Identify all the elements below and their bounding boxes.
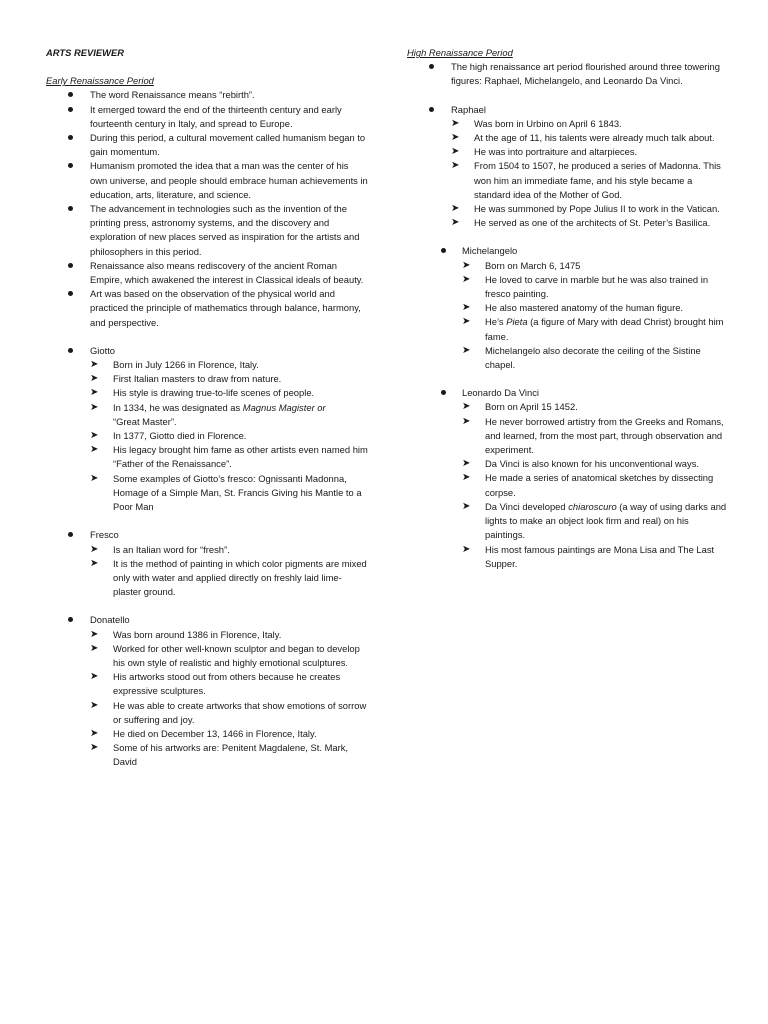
list-item: Art was based on the observation of the physical world and practiced the principle of mathematics through balance, harmony, and perspective. [46, 287, 368, 330]
list-item: ➤ From 1504 to 1507, he produced a series of Madonna. This won him an immediate fame, and his style became a standard idea of the Mother of God. [451, 160, 721, 200]
list-item: ➤ He was into portraiture and altarpieces. [407, 145, 729, 159]
list-item: ➤ He also mastered anatomy of the human figure. [407, 301, 729, 315]
list-item: ➤ Da Vinci developed chiaroscuro (a way of using darks and lights to make an object look firm and real) on his paintings. [462, 500, 727, 541]
giotto-section [46, 344, 368, 514]
arrowhead-icon: ➤ [462, 344, 471, 356]
arrowhead-icon: ➤ [462, 415, 471, 427]
list-item: ➤ First Italian masters to draw from nature. [46, 372, 368, 386]
arrowhead-icon: ➤ [90, 543, 99, 555]
arrowhead-icon: ➤ [90, 359, 99, 371]
giotto-heading: Giotto [46, 344, 368, 358]
arrowhead-icon: ➤ [462, 273, 471, 285]
list-item: During this period, a cultural movement called humanism began to gain momentum. [46, 131, 368, 159]
list-item: ➤ His most famous paintings are Mona Lisa and The Last Supper. [462, 543, 715, 569]
list-item: ➤ At the age of 11, his talents were already much talk about. [407, 131, 729, 145]
arrowhead-icon: ➤ [462, 543, 471, 555]
michelangelo-section [407, 244, 729, 372]
list-item: ➤ His legacy brought him fame as other artists even named him “Father of the Renaissance”. [90, 444, 368, 470]
arrowhead-icon: ➤ [462, 458, 471, 470]
list-item: ➤ Born on March 6, 1475 [407, 259, 729, 273]
fresco-heading: Fresco [46, 528, 368, 542]
list-item: ➤ In 1334, he was designated as Magnus Magister or “Great Master”. [90, 401, 326, 427]
raphael-heading: Raphael [407, 103, 729, 117]
arrowhead-icon: ➤ [90, 444, 99, 456]
list-item: ➤ He made a series of anatomical sketches by dissecting corpse. [462, 472, 714, 498]
raphael-section [407, 103, 729, 231]
list-item: The high renaissance art period flourished around three towering figures: Raphael, Michelangelo, and Leonardo Da Vinci. [407, 60, 729, 88]
arrowhead-icon: ➤ [462, 316, 471, 328]
list-item: ➤ Was born in Urbino on April 6 1843. [407, 117, 729, 131]
list-item: The word Renaissance means “rebirth”. [46, 88, 368, 102]
arrowhead-icon: ➤ [451, 160, 460, 172]
arrowhead-icon: ➤ [90, 642, 99, 654]
arrowhead-icon: ➤ [462, 500, 471, 512]
list-item: ➤ His artworks stood out from others because he creates expressive sculptures. [90, 671, 341, 697]
arrowhead-icon: ➤ [90, 699, 99, 711]
donatello-section [46, 613, 368, 769]
list-item: ➤ He never borrowed artistry from the Greeks and Romans, and learned, from the most part, through observation and experiment. [462, 415, 724, 456]
list-item: ➤ Was born around 1386 in Florence, Italy. [46, 628, 368, 642]
list-item: ➤ He’s Pieta (a figure of Mary with dead Christ) brought him fame. [462, 316, 724, 342]
arrowhead-icon: ➤ [462, 472, 471, 484]
early-renaissance-intro-list [46, 88, 368, 329]
arrowhead-icon: ➤ [90, 472, 99, 484]
list-item: ➤ It is the method of painting in which color pigments are mixed only with water and applied directly on freshly laid lime-plaster ground. [90, 557, 367, 598]
list-item: Renaissance also means rediscovery of the ancient Roman Empire, which awakened the interest in Classical ideals of beauty. [46, 259, 368, 287]
list-item: Humanism promoted the idea that a man was the center of his own universe, and people should embrace human achievements in education, arts, literature, and science. [46, 159, 368, 202]
list-item: ➤ Some of his artworks are: Penitent Magdalene, St. Mark, David [90, 742, 349, 768]
arrowhead-icon: ➤ [451, 217, 460, 229]
arrowhead-icon: ➤ [462, 302, 471, 314]
document-title: ARTS REVIEWER [46, 47, 124, 58]
list-item: ➤ He was summoned by Pope Julius II to work in the Vatican. [407, 202, 729, 216]
list-item: ➤ In 1377, Giotto died in Florence. [46, 429, 368, 443]
list-item: ➤ He served as one of the architects of St. Peter’s Basilica. [407, 216, 729, 230]
list-item: ➤ Born in July 1266 in Florence, Italy. [46, 358, 368, 372]
list-item: ➤ He died on December 13, 1466 in Florence, Italy. [46, 727, 368, 741]
list-item: ➤ Born on April 15 1452. [407, 400, 729, 414]
arrowhead-icon: ➤ [451, 132, 460, 144]
davinci-heading: Leonardo Da Vinci [407, 386, 729, 400]
arrowhead-icon: ➤ [90, 727, 99, 739]
list-item: The advancement in technologies such as the invention of the printing press, astronomy systems, and the discovery and exploration of new places served as inspiration for the artists and philosophers in this period. [46, 202, 368, 259]
list-item: ➤ His style is drawing true-to-life scenes of people. [46, 386, 368, 400]
michelangelo-heading: Michelangelo [407, 244, 729, 258]
list-item: ➤ Worked for other well-known sculptor and began to develop his own style of realistic and highly emotional sculptures. [90, 642, 360, 668]
early-renaissance-heading: Early Renaissance Period [46, 75, 154, 87]
arrowhead-icon: ➤ [90, 742, 99, 754]
arrowhead-icon: ➤ [90, 557, 99, 569]
arrowhead-icon: ➤ [90, 671, 99, 683]
list-item: ➤ Some examples of Giotto’s fresco: Ognissanti Madonna, Homage of a Simple Man, St. Francis Giving his Mantle to a Poor Man [90, 472, 362, 513]
list-item: ➤ Michelangelo also decorate the ceiling of the Sistine chapel. [462, 344, 701, 371]
arrowhead-icon: ➤ [90, 430, 99, 442]
fresco-section [46, 528, 368, 599]
arrowhead-icon: ➤ [90, 373, 99, 385]
list-item: ➤ Is an Italian word for “fresh”. [46, 543, 368, 557]
high-renaissance-heading: High Renaissance Period [407, 47, 513, 58]
right-column [407, 0, 729, 571]
arrowhead-icon: ➤ [462, 259, 471, 271]
donatello-heading: Donatello [46, 613, 368, 627]
list-item: It emerged toward the end of the thirteenth century and early fourteenth century in Italy, and spread to Europe. [46, 103, 368, 131]
left-column [46, 0, 368, 770]
davinci-section [407, 386, 729, 571]
arrowhead-icon: ➤ [451, 146, 460, 158]
arrowhead-icon: ➤ [451, 117, 460, 129]
list-item: ➤ He was able to create artworks that show emotions of sorrow or suffering and joy. [90, 699, 367, 725]
arrowhead-icon: ➤ [90, 401, 99, 413]
list-item: ➤ He loved to carve in marble but he was also trained in fresco painting. [462, 273, 709, 300]
arrowhead-icon: ➤ [451, 203, 460, 215]
list-item: ➤ Da Vinci is also known for his unconventional ways. [407, 457, 729, 471]
arrowhead-icon: ➤ [90, 628, 99, 640]
arrowhead-icon: ➤ [90, 387, 99, 399]
arrowhead-icon: ➤ [462, 401, 471, 413]
